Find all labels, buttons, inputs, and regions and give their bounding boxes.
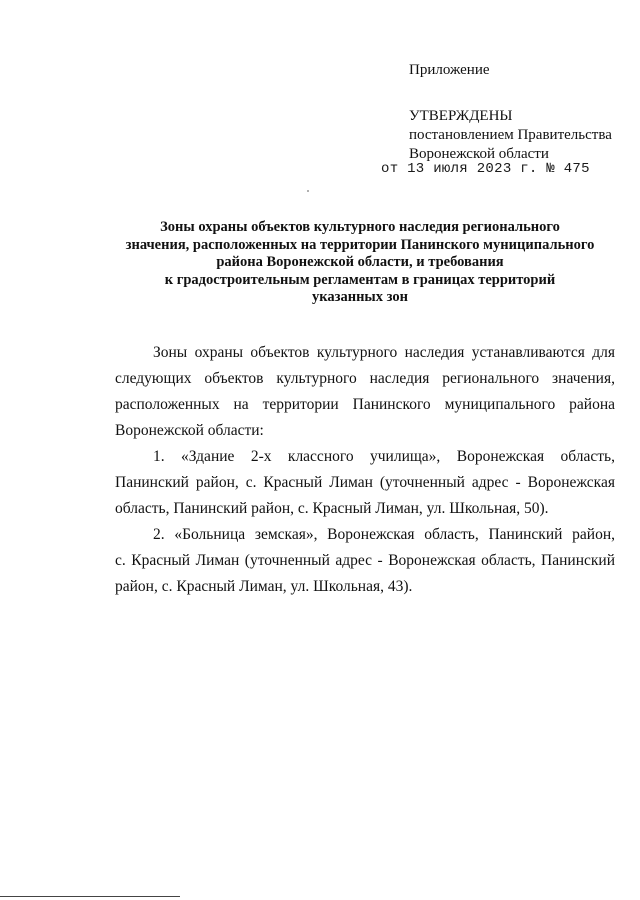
appendix-label: Приложение [409, 62, 490, 78]
list-item-2-line: 2. «Больница земская», Воронежская область, Панинский район, [153, 526, 615, 543]
resolution-date-number: от 13 июля 2023 г. № 475 [381, 161, 590, 177]
intro-line: Воронежской области: [115, 422, 264, 439]
title-line: к градостроительным регламентам в границах территорий [164, 271, 556, 288]
title-line: Зоны охраны объектов культурного наследия регионального [160, 219, 560, 235]
list-item-1-line: Панинский район, с. Красный Лиман (уточненный адрес - Воронежская [115, 474, 615, 491]
approved-by-region: Воронежской области [409, 146, 549, 162]
approved-label: УТВЕРЖДЕНЫ [409, 108, 513, 124]
intro-line: следующих объектов культурного наследия регионального значения, [115, 370, 615, 387]
footer-rule [0, 896, 180, 897]
document-title [110, 219, 610, 307]
title-line: значения, расположенных на территории Панинского муниципального [125, 236, 595, 253]
approval-block [409, 107, 612, 164]
list-item-2-line: район, с. Красный Лиман, ул. Школьная, 43). [115, 578, 413, 595]
title-line: района Воронежской области, и требования [216, 254, 504, 270]
list-item-2-line: с. Красный Лиман (уточненный адрес - Воронежская область, Панинский [115, 552, 615, 569]
document-body [115, 340, 615, 600]
approved-by-line: постановлением Правительства [409, 127, 612, 143]
title-line: указанных зон [312, 289, 408, 305]
scan-speck [307, 190, 309, 192]
list-item-1-line: область, Панинский район, с. Красный Лиман, ул. Школьная, 50). [115, 500, 549, 517]
intro-line: расположенных на территории Панинского муниципального района [115, 396, 615, 413]
list-item-1-line: 1. «Здание 2-х классного училища», Воронежская область, [153, 448, 615, 465]
intro-line: Зоны охраны объектов культурного наследия устанавливаются для [153, 344, 615, 361]
